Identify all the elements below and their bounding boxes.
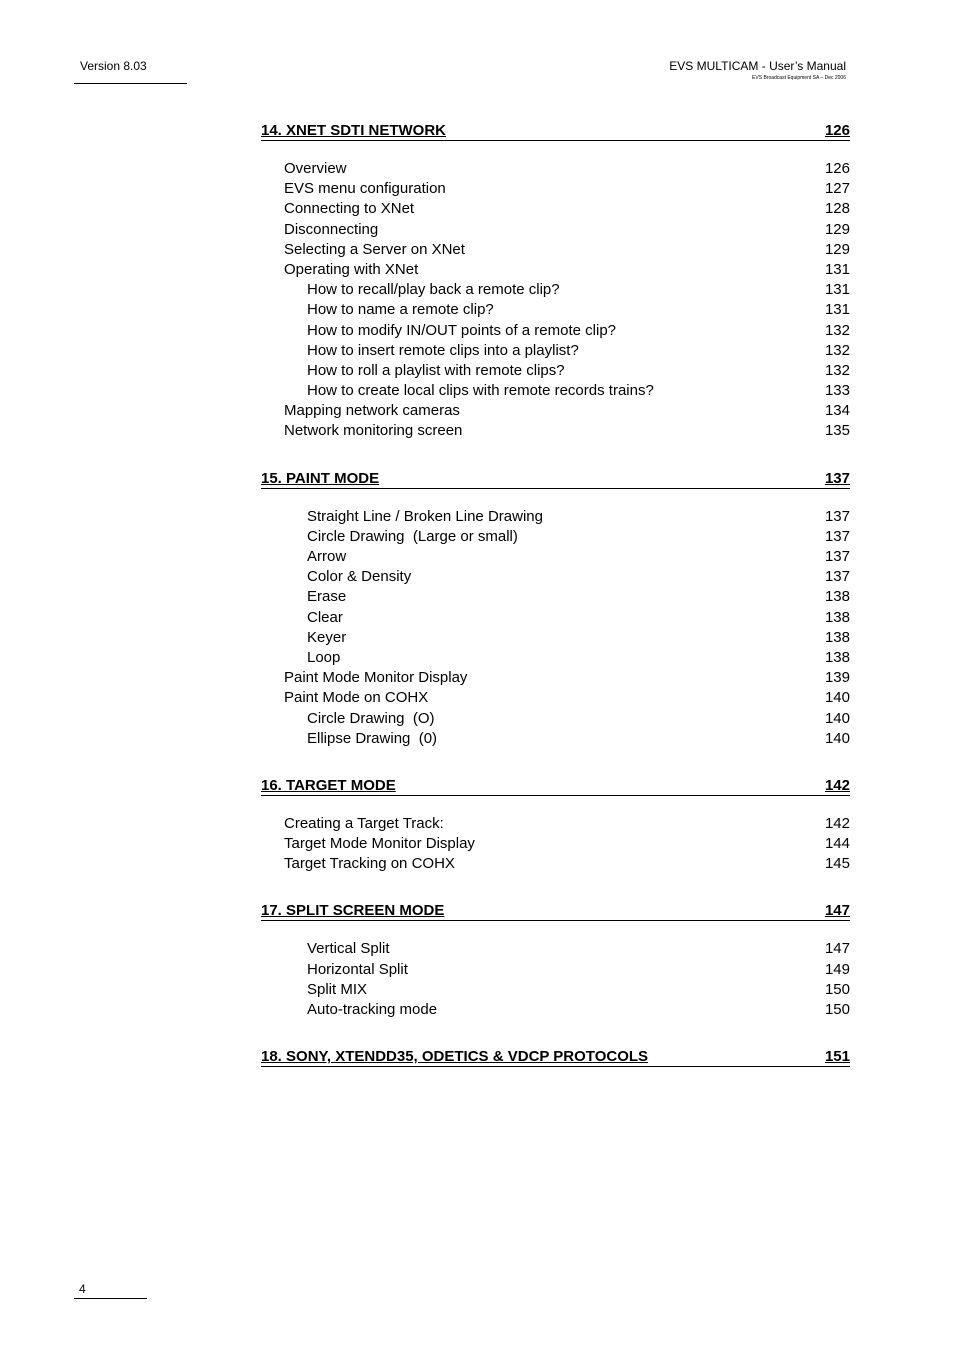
toc-entry[interactable] — [261, 401, 850, 421]
toc-entry[interactable] — [261, 240, 850, 260]
toc-entry-title: Split MIX — [307, 980, 368, 998]
toc-section-title: 16. TARGET MODE — [261, 776, 396, 794]
toc-entry-title: Network monitoring screen — [284, 422, 463, 440]
toc-entry-page: 132 — [824, 361, 850, 379]
toc-entry-title: Horizontal Split — [307, 960, 408, 978]
toc-entry-title: Selecting a Server on XNet — [284, 240, 465, 258]
toc-entry[interactable] — [261, 547, 850, 567]
toc-entry-page: 139 — [824, 669, 850, 687]
toc-section-page: 137 — [824, 469, 850, 487]
toc-entry-title: How to insert remote clips into a playlist? — [307, 341, 579, 359]
toc-entry-title: How to modify IN/OUT points of a remote clip? — [307, 321, 617, 339]
toc-entry-page: 138 — [824, 588, 850, 606]
toc-section — [261, 470, 850, 749]
toc-section-page: 151 — [824, 1048, 850, 1066]
toc-entry[interactable] — [261, 260, 850, 280]
toc-section-title: 17. SPLIT SCREEN MODE — [261, 902, 445, 920]
toc-entry-page: 145 — [824, 855, 850, 873]
toc-entry[interactable] — [261, 300, 850, 320]
toc-entry[interactable] — [261, 341, 850, 361]
toc-entry-title: Ellipse Drawing (0) — [307, 729, 438, 747]
toc-entry-page: 132 — [824, 341, 850, 359]
toc-entry-page: 131 — [824, 301, 850, 319]
toc-entry-page: 128 — [824, 200, 850, 218]
toc-section-title: 15. PAINT MODE — [261, 469, 380, 487]
toc-entry[interactable] — [261, 688, 850, 708]
toc-entry-page: 134 — [824, 402, 850, 420]
toc-section — [261, 1048, 850, 1067]
toc-entry-page: 131 — [824, 260, 850, 278]
toc-entry[interactable] — [261, 361, 850, 381]
toc-entry-title: How to create local clips with remote records trains? — [307, 382, 654, 400]
toc-entry[interactable] — [261, 527, 850, 547]
toc-section — [261, 902, 850, 1020]
toc-entry-page: 137 — [824, 527, 850, 545]
toc-entry[interactable] — [261, 709, 850, 729]
toc-entry-title: Straight Line / Broken Line Drawing — [307, 507, 543, 525]
toc-entry-title: Mapping network cameras — [284, 402, 460, 420]
toc-entry-page: 126 — [824, 160, 850, 177]
toc-section — [261, 777, 850, 875]
toc-entry[interactable] — [261, 381, 850, 401]
toc-entry[interactable] — [261, 814, 850, 834]
toc-section-heading[interactable] — [261, 470, 850, 489]
toc-entry-title: Keyer — [307, 628, 347, 646]
toc-entry[interactable] — [261, 280, 850, 300]
toc-entry-title: Clear — [307, 608, 343, 626]
toc-entry-page: 149 — [824, 960, 850, 978]
toc-entry-title: Disconnecting — [284, 220, 379, 238]
toc-entry-title: Target Tracking on COHX — [284, 855, 455, 873]
toc-entry[interactable] — [261, 199, 850, 219]
toc-entry-title: Vertical Split — [307, 940, 390, 958]
toc-entry-page: 137 — [824, 548, 850, 565]
toc-entry[interactable] — [261, 321, 850, 341]
toc-section-page: 126 — [824, 122, 850, 139]
toc-entry-page: 138 — [824, 608, 850, 626]
toc-entry[interactable] — [261, 421, 850, 441]
table-of-contents — [261, 122, 850, 1085]
toc-entry-page: 133 — [824, 382, 850, 400]
toc-entry-page: 150 — [824, 980, 850, 998]
toc-entry-list — [261, 939, 850, 1020]
toc-entry-list — [261, 159, 850, 442]
toc-entry-page: 138 — [824, 628, 850, 646]
toc-entry-title: Creating a Target Track: — [284, 814, 444, 832]
toc-entry-page: 140 — [824, 689, 850, 707]
toc-entry-title: Circle Drawing (Large or small) — [307, 527, 518, 545]
toc-entry[interactable] — [261, 834, 850, 854]
toc-entry-title: Operating with XNet — [284, 260, 419, 278]
toc-entry[interactable] — [261, 1000, 850, 1020]
toc-entry-page: 135 — [824, 422, 850, 440]
toc-entry-title: Erase — [307, 588, 347, 606]
toc-entry-page: 140 — [824, 709, 850, 727]
header-manual-title: EVS MULTICAM - User’s Manual — [669, 59, 846, 73]
toc-entry[interactable] — [261, 729, 850, 749]
toc-entry[interactable] — [261, 608, 850, 628]
toc-section-heading[interactable] — [261, 1048, 850, 1067]
toc-section-title: 14. XNET SDTI NETWORK — [261, 122, 447, 139]
toc-entry-title: How to roll a playlist with remote clips? — [307, 361, 565, 379]
toc-entry[interactable] — [261, 507, 850, 527]
toc-section-heading[interactable] — [261, 777, 850, 796]
toc-entry-title: Auto-tracking mode — [307, 1001, 438, 1018]
toc-section-heading[interactable] — [261, 902, 850, 921]
toc-entry-page: 140 — [824, 729, 850, 747]
header-version: Version 8.03 — [80, 59, 147, 73]
toc-entry-page: 137 — [824, 507, 850, 525]
toc-section — [261, 122, 850, 442]
toc-entry[interactable] — [261, 980, 850, 1000]
toc-entry[interactable] — [261, 159, 850, 179]
toc-entry[interactable] — [261, 587, 850, 607]
footer-page-number: 4 — [79, 1282, 86, 1296]
toc-entry[interactable] — [261, 648, 850, 668]
toc-entry-title: Arrow — [307, 548, 347, 565]
toc-entry-page: 129 — [824, 220, 850, 238]
footer-rule — [74, 1298, 147, 1299]
toc-section-page: 142 — [824, 776, 850, 794]
toc-entry-title: EVS menu configuration — [284, 180, 446, 198]
toc-entry-page: 129 — [824, 240, 850, 258]
toc-entry-page: 138 — [824, 648, 850, 666]
toc-section-heading[interactable] — [261, 122, 850, 141]
toc-entry-page: 147 — [824, 940, 850, 958]
toc-entry-page: 144 — [824, 835, 850, 853]
toc-entry[interactable] — [261, 668, 850, 688]
toc-entry-title: Circle Drawing (O) — [307, 709, 435, 727]
header-rule — [74, 83, 187, 84]
toc-entry-page: 127 — [824, 180, 850, 198]
toc-entry[interactable] — [261, 179, 850, 199]
toc-entry[interactable] — [261, 960, 850, 980]
toc-entry-title: How to name a remote clip? — [307, 301, 494, 319]
toc-entry[interactable] — [261, 628, 850, 648]
toc-entry-title: Paint Mode Monitor Display — [284, 669, 468, 687]
toc-entry-page: 142 — [824, 814, 850, 832]
toc-entry-title: Color & Density — [307, 568, 412, 586]
toc-entry-title: Loop — [307, 648, 341, 666]
toc-entry-page: 150 — [824, 1001, 850, 1018]
toc-entry[interactable] — [261, 567, 850, 587]
toc-entry-list — [261, 507, 850, 749]
toc-entry-page: 132 — [824, 321, 850, 339]
toc-entry-page: 131 — [824, 281, 850, 299]
header-manual-subtitle: EVS Broadcast Equipment SA – Dec 2006 — [752, 75, 846, 81]
toc-entry-list — [261, 814, 850, 875]
toc-section-page: 147 — [824, 902, 850, 920]
toc-entry-title: How to recall/play back a remote clip? — [307, 281, 560, 299]
toc-entry[interactable] — [261, 939, 850, 959]
toc-entry[interactable] — [261, 220, 850, 240]
toc-section-title: 18. SONY, XTENDD35, ODETICS & VDCP PROTOCOLS — [261, 1048, 649, 1066]
toc-entry-page: 137 — [824, 568, 850, 586]
toc-entry-title: Overview — [284, 160, 347, 177]
toc-entry[interactable] — [261, 854, 850, 874]
toc-entry-title: Target Mode Monitor Display — [284, 835, 475, 853]
toc-entry-title: Paint Mode on COHX — [284, 689, 429, 707]
toc-entry-title: Connecting to XNet — [284, 200, 415, 218]
